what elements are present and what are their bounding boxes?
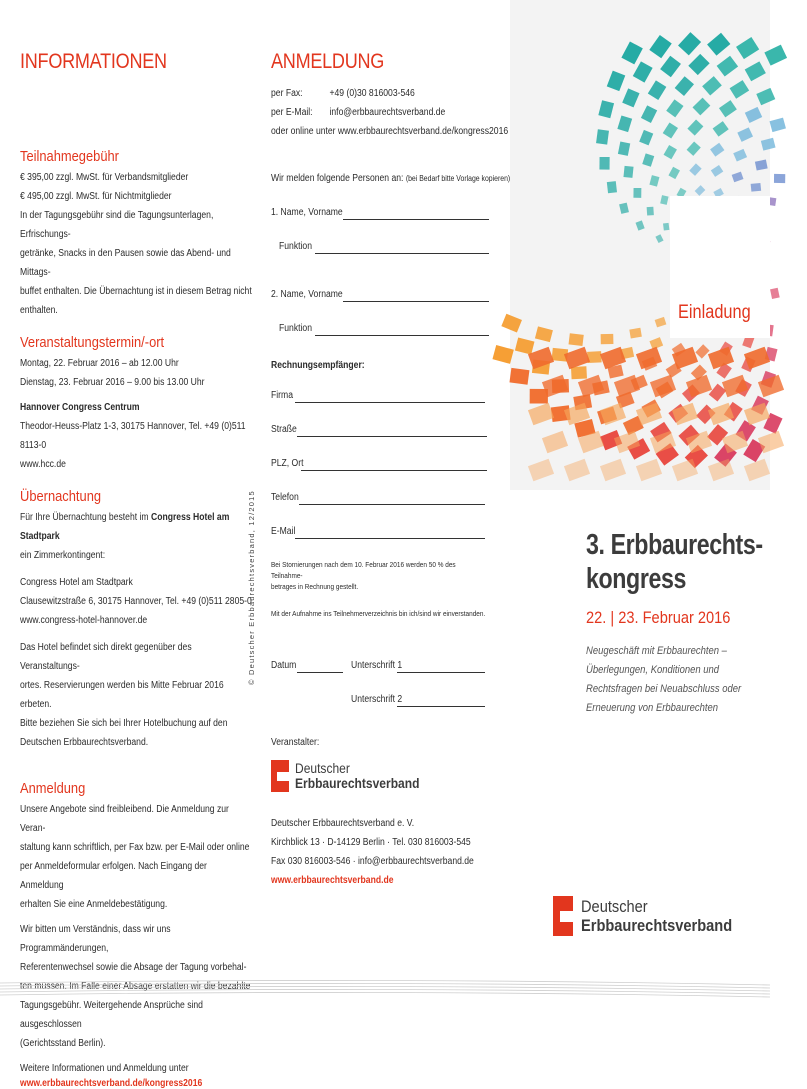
registration-text: per Anmeldeformular erfolgen. Nach Eingang der Anmeldung xyxy=(20,861,207,891)
swirl-tile xyxy=(655,317,667,327)
fax-line: per Fax: +49 (0)30 816003-546 xyxy=(271,88,415,99)
storno-note: betrages in Rechnung gestellt. xyxy=(271,582,359,591)
swirl-tile xyxy=(732,172,744,183)
swirl-tile xyxy=(666,99,683,117)
cover-title-line2: kongress xyxy=(586,563,686,595)
logo-text-line1: Deutscher xyxy=(295,760,350,776)
email-field[interactable]: E-Mail xyxy=(271,515,511,549)
telefon-field[interactable]: Telefon xyxy=(271,481,511,515)
organizer-logo xyxy=(271,760,511,792)
swirl-tile xyxy=(710,143,724,157)
strasse-field[interactable]: Straße xyxy=(271,413,511,447)
swirl-tile xyxy=(509,368,529,385)
hotel-address: Congress Hotel am Stadtpark xyxy=(20,577,133,588)
swirl-tile xyxy=(678,32,701,55)
terms-text: (Gerichtsstand Berlin). xyxy=(20,1038,106,1049)
swirl-tile xyxy=(647,207,654,216)
swirl-tile xyxy=(695,344,709,358)
swirl-tile xyxy=(687,119,703,135)
swirl-tile xyxy=(737,127,753,141)
swirl-tile xyxy=(633,61,653,82)
fee-line: € 395,00 zzgl. MwSt. für Verbandsmitglieder xyxy=(20,172,189,183)
swirl-tile xyxy=(761,138,776,151)
swirl-tile xyxy=(660,195,668,205)
swirl-tile xyxy=(687,141,701,155)
swirl-tile xyxy=(515,337,535,354)
swirl-tile xyxy=(730,80,750,99)
cover-subtitle: Neugeschäft mit Erbbaurechten – Überlegungen, Konditionen und Rechtsfragen bei Neuabschluss oder Erneuerung von Erbbaurechten xyxy=(586,645,742,714)
cover-title-block xyxy=(586,528,807,718)
fee-heading: Teilnahmegebühr xyxy=(20,148,119,165)
copyright-vertical: © Deutscher Erbbaurechtsverband, 12/2015 xyxy=(247,490,256,685)
venue-website[interactable]: www.hcc.de xyxy=(20,459,66,470)
billing-heading: Rechnungsempfänger: xyxy=(271,360,365,371)
swirl-tile xyxy=(633,188,641,198)
org-contact: Fax 030 816003-546 · info@erbbaurechtsverband.de xyxy=(271,856,474,867)
logo-mark-icon xyxy=(271,760,289,792)
swirl-tile xyxy=(618,141,630,155)
cover-title-line1: 3. Erbbaurechts- xyxy=(586,529,763,561)
org-name: Deutscher Erbbaurechtsverband e. V. xyxy=(271,818,415,829)
registration-text: erhalten Sie eine Anmeldebestätigung. xyxy=(20,899,168,910)
swirl-graphic xyxy=(510,0,770,490)
terms-text: Tagungsgebühr. Weitergehende Ansprüche sind ausgeschlossen xyxy=(20,1000,203,1030)
swirl-tile xyxy=(751,183,762,192)
hotel-intro-suffix: ein Zimmerkontingent: xyxy=(20,550,106,561)
swirl-tile xyxy=(774,174,785,183)
registration-text: staltung kann schriftlich, per Fax bzw. per E-Mail oder online xyxy=(20,842,250,853)
registration-text: Unsere Angebote sind freibleibend. Die Anmeldung zur Veran- xyxy=(20,804,229,834)
swirl-tile xyxy=(648,80,667,100)
anmeldung-column xyxy=(271,50,511,886)
einladung-label: Einladung xyxy=(678,302,751,323)
terms-text: Referentenwechsel sowie die Absage der Tagung vorbehal- xyxy=(20,962,247,973)
swirl-tile xyxy=(639,130,653,145)
informationen-column xyxy=(20,50,250,1089)
swirl-tile xyxy=(623,166,633,178)
swirl-tile xyxy=(755,159,768,170)
venue-name: Hannover Congress Centrum xyxy=(20,402,140,413)
terms-text: ten müssen. Im Falle einer Absage erstatten wir die bezahlte xyxy=(20,981,251,992)
swirl-tile xyxy=(745,61,766,81)
swirl-tile xyxy=(636,347,662,370)
name2-field[interactable]: 2. Name, Vorname xyxy=(271,278,511,312)
hotel-address: Clausewitzstraße 6, 30175 Hannover, Tel. +49 (0)511 2805-0 xyxy=(20,596,252,607)
swirl-tile xyxy=(621,41,642,64)
swirl-tile xyxy=(607,181,617,193)
swirl-tile xyxy=(600,459,626,482)
swirl-tile xyxy=(655,234,663,243)
consent-note: Mit der Aufnahme ins Teilnehmerverzeichnis bin ich/sind wir einverstanden. xyxy=(271,609,486,618)
fee-line: buffet enthalten. Die Übernachtung ist in diesem Betrag nicht xyxy=(20,286,252,297)
cover-logo-line1: Deutscher xyxy=(581,897,648,916)
swirl-tile xyxy=(695,185,706,196)
swirl-tile xyxy=(535,326,553,342)
registration-link[interactable]: www.erbbaurechtsverband.de/kongress2016 xyxy=(20,1078,203,1089)
swirl-tile xyxy=(542,431,568,454)
venue-heading: Veranstaltungstermin/-ort xyxy=(20,334,165,351)
swirl-tile xyxy=(564,459,590,482)
swirl-tile xyxy=(649,35,671,58)
swirl-tile xyxy=(598,100,614,118)
cover-logo-line2: Erbbaurechtsverband xyxy=(581,916,733,935)
swirl-tile xyxy=(642,153,654,166)
registration-heading: Anmeldung xyxy=(20,780,86,797)
swirl-tile xyxy=(607,71,626,91)
swirl-tile xyxy=(733,149,747,162)
cover-logo-mark-icon xyxy=(553,896,573,936)
swirl-tile xyxy=(629,328,642,339)
logo-text-line2: Erbbaurechtsverband xyxy=(295,775,420,791)
informationen-heading: INFORMATIONEN xyxy=(20,50,167,73)
bottom-curve-line xyxy=(0,992,770,997)
swirl-tile xyxy=(770,118,786,132)
swirl-tile xyxy=(571,366,587,379)
fee-line: getränke, Snacks in den Pausen sowie das Abend- und Mittags- xyxy=(20,248,231,278)
swirl-tile xyxy=(708,459,734,482)
swirl-tile xyxy=(663,223,669,231)
datum-sign1-row[interactable]: Datum Unterschrift 1 xyxy=(271,649,511,683)
hotel-note: Deutschen Erbbaurechtsverband. xyxy=(20,737,149,748)
venue-address: Theodor-Heuss-Platz 1-3, 30175 Hannover, Tel. +49 (0)511 8113-0 xyxy=(20,421,246,451)
fee-line: In der Tagungsgebühr sind die Tagungsunterlagen, Erfrischungs- xyxy=(20,210,214,240)
organizer-label: Veranstalter: xyxy=(271,737,320,748)
swirl-tile xyxy=(660,56,681,77)
cover-column xyxy=(510,0,770,1024)
swirl-tile xyxy=(528,403,554,426)
swirl-tile xyxy=(619,203,629,214)
swirl-tile xyxy=(758,375,784,398)
venue-date: Dienstag, 23. Februar 2016 – 9.00 bis 13.00 Uhr xyxy=(20,377,205,388)
cover-logo xyxy=(553,896,757,936)
bottom-decoration xyxy=(0,975,770,1024)
swirl-tile xyxy=(596,129,609,144)
swirl-tile xyxy=(668,167,680,179)
swirl-tile xyxy=(663,122,678,138)
func2-field[interactable]: Funktion xyxy=(271,312,511,346)
org-address: Kirchblick 13 · D-14129 Berlin · Tel. 030 816003-545 xyxy=(271,837,471,848)
plz-field[interactable]: PLZ, Ort xyxy=(271,447,511,481)
venue-date: Montag, 22. Februar 2016 – ab 12.00 Uhr xyxy=(20,358,179,369)
persons-intro: Wir melden folgende Personen an: (bei Bedarf bitte Vorlage kopieren) xyxy=(271,173,511,184)
swirl-tile xyxy=(756,88,775,105)
cover-dates: 22. | 23. Februar 2016 xyxy=(586,608,731,627)
swirl-tile xyxy=(664,145,677,159)
swirl-tile xyxy=(764,45,787,66)
anmeldung-heading: ANMELDUNG xyxy=(271,50,385,73)
swirl-tile xyxy=(622,88,639,107)
hotel-note: Bitte beziehen Sie sich bei Ihrer Hotelbuchung auf den xyxy=(20,718,228,729)
swirl-tile xyxy=(717,56,738,77)
org-website-link[interactable]: www.erbbaurechtsverband.de xyxy=(271,875,394,886)
swirl-tile xyxy=(599,157,609,170)
swirl-tile xyxy=(711,165,723,177)
swirl-tile xyxy=(569,333,584,346)
swirl-tile xyxy=(744,459,770,482)
swirl-tile xyxy=(675,76,694,96)
hotel-note: ortes. Reservierungen werden bis Mitte Februar 2016 erbeten. xyxy=(20,680,224,710)
hotel-note: Das Hotel befindet sich direkt gegenüber des Veranstaltungs- xyxy=(20,642,192,672)
firma-field[interactable]: Firma xyxy=(271,379,511,413)
sign2-row[interactable]: Unterschrift 2 xyxy=(271,683,511,717)
name1-field[interactable]: 1. Name, Vorname xyxy=(271,196,511,230)
more-info-text: Weitere Informationen und Anmeldung unter xyxy=(20,1063,189,1074)
swirl-tile xyxy=(745,107,762,123)
email-line: per E-Mail: info@erbbaurechtsverband.de xyxy=(271,107,446,118)
swirl-tile xyxy=(636,220,645,230)
storno-note: Bei Stornierungen nach dem 10. Februar 2016 werden 50 % des Teilnahme- xyxy=(271,560,456,580)
swirl-tile xyxy=(713,121,729,137)
swirl-tile xyxy=(649,175,659,186)
swirl-tile xyxy=(693,98,711,116)
swirl-tile xyxy=(719,100,737,117)
swirl-tile xyxy=(770,288,780,299)
hotel-intro: Für Ihre Übernachtung besteht im Congress Hotel am Stadtpark xyxy=(20,512,230,542)
swirl-tile xyxy=(689,163,701,175)
swirl-tile xyxy=(707,33,730,56)
fee-line: € 495,00 zzgl. MwSt. für Nichtmitglieder xyxy=(20,191,172,202)
swirl-tile xyxy=(617,115,632,132)
hotel-heading: Übernachtung xyxy=(20,488,102,505)
func1-field[interactable]: Funktion xyxy=(271,230,511,264)
swirl-tile xyxy=(688,54,709,75)
swirl-tile xyxy=(528,459,554,482)
swirl-tile xyxy=(636,459,662,482)
terms-text: Wir bitten um Verständnis, dass wir uns Programmänderungen, xyxy=(20,924,171,954)
fee-line: enthalten. xyxy=(20,305,58,316)
swirl-tile xyxy=(601,334,614,344)
swirl-tile xyxy=(702,76,722,95)
hotel-website[interactable]: www.congress-hotel-hannover.de xyxy=(20,615,148,626)
swirl-tile xyxy=(736,37,759,59)
swirl-tile xyxy=(641,105,657,123)
swirl-tile xyxy=(650,375,676,398)
online-line: oder online unter www.erbbaurechtsverband.de/kongress2016 xyxy=(271,126,509,137)
